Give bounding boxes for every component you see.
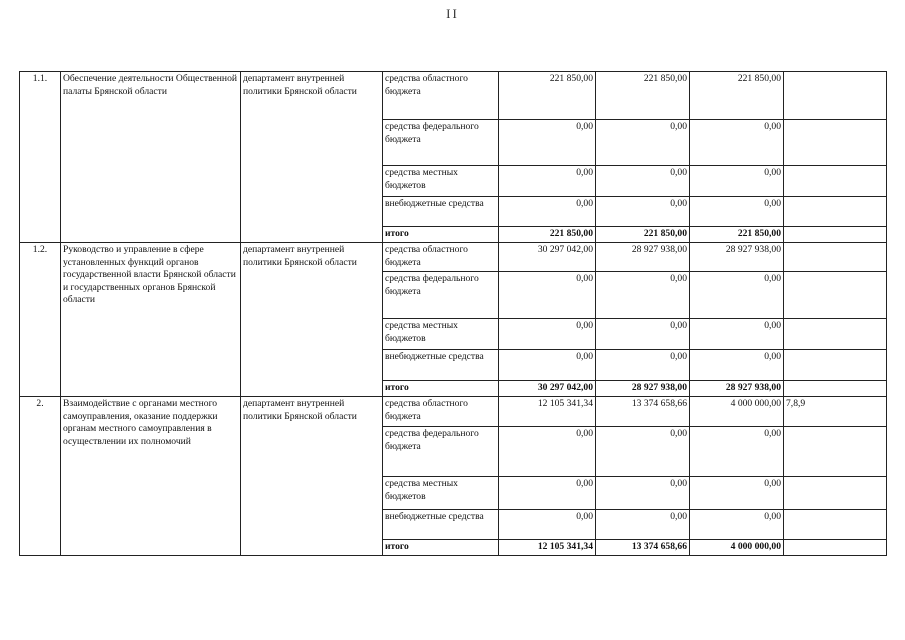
indicator-reference bbox=[784, 197, 887, 227]
indicator-reference: 7,8,9 bbox=[784, 397, 887, 427]
item-name: Руководство и управление в сфере установленных функций органов государственной власти Брянской области и государственных органов Брянской области bbox=[61, 243, 241, 397]
amount-year-1: 0,00 bbox=[499, 427, 596, 477]
amount-year-2: 0,00 bbox=[596, 197, 690, 227]
amount-year-2: 0,00 bbox=[596, 120, 690, 166]
indicator-reference bbox=[784, 227, 887, 243]
amount-year-3: 0,00 bbox=[690, 510, 784, 540]
amount-year-2: 28 927 938,00 bbox=[596, 381, 690, 397]
funding-source: внебюджетные средства bbox=[383, 510, 499, 540]
indicator-reference bbox=[784, 350, 887, 381]
amount-year-1: 0,00 bbox=[499, 166, 596, 197]
indicator-reference bbox=[784, 319, 887, 350]
table-row bbox=[20, 397, 887, 427]
amount-year-2: 0,00 bbox=[596, 272, 690, 319]
table-body bbox=[20, 72, 887, 556]
amount-year-2: 221 850,00 bbox=[596, 227, 690, 243]
amount-year-2: 0,00 bbox=[596, 350, 690, 381]
amount-year-3: 221 850,00 bbox=[690, 227, 784, 243]
item-executor: департамент внутренней политики Брянской области bbox=[241, 397, 383, 556]
funding-source: итого bbox=[383, 381, 499, 397]
funding-source: средства местных бюджетов bbox=[383, 319, 499, 350]
funding-source: средства федерального бюджета bbox=[383, 120, 499, 166]
amount-year-2: 28 927 938,00 bbox=[596, 243, 690, 272]
item-name: Взаимодействие с органами местного самоуправления, оказание поддержки органам местного самоуправления в осуществлении их полномочий bbox=[61, 397, 241, 556]
amount-year-1: 0,00 bbox=[499, 197, 596, 227]
amount-year-1: 221 850,00 bbox=[499, 72, 596, 120]
amount-year-3: 0,00 bbox=[690, 350, 784, 381]
page-number: II bbox=[446, 6, 459, 21]
indicator-reference bbox=[784, 120, 887, 166]
amount-year-1: 0,00 bbox=[499, 350, 596, 381]
amount-year-3: 0,00 bbox=[690, 166, 784, 197]
table-row bbox=[20, 72, 887, 120]
amount-year-1: 12 105 341,34 bbox=[499, 540, 596, 556]
amount-year-1: 0,00 bbox=[499, 272, 596, 319]
amount-year-3: 28 927 938,00 bbox=[690, 381, 784, 397]
item-name: Обеспечение деятельности Общественной палаты Брянской области bbox=[61, 72, 241, 243]
amount-year-3: 0,00 bbox=[690, 427, 784, 477]
indicator-reference bbox=[784, 381, 887, 397]
amount-year-1: 0,00 bbox=[499, 477, 596, 510]
amount-year-3: 0,00 bbox=[690, 319, 784, 350]
amount-year-2: 0,00 bbox=[596, 477, 690, 510]
funding-source: средства федерального бюджета bbox=[383, 272, 499, 319]
item-executor: департамент внутренней политики Брянской области bbox=[241, 243, 383, 397]
indicator-reference bbox=[784, 72, 887, 120]
indicator-reference bbox=[784, 243, 887, 272]
indicator-reference bbox=[784, 477, 887, 510]
indicator-reference bbox=[784, 272, 887, 319]
item-number: 1.1. bbox=[20, 72, 61, 243]
funding-source: средства местных бюджетов bbox=[383, 166, 499, 197]
item-number: 1.2. bbox=[20, 243, 61, 397]
funding-source: средства федерального бюджета bbox=[383, 427, 499, 477]
amount-year-1: 0,00 bbox=[499, 510, 596, 540]
amount-year-2: 13 374 658,66 bbox=[596, 397, 690, 427]
amount-year-1: 12 105 341,34 bbox=[499, 397, 596, 427]
amount-year-2: 0,00 bbox=[596, 319, 690, 350]
amount-year-3: 0,00 bbox=[690, 197, 784, 227]
amount-year-2: 0,00 bbox=[596, 427, 690, 477]
amount-year-3: 4 000 000,00 bbox=[690, 397, 784, 427]
amount-year-3: 0,00 bbox=[690, 477, 784, 510]
funding-source: итого bbox=[383, 227, 499, 243]
amount-year-1: 30 297 042,00 bbox=[499, 243, 596, 272]
amount-year-3: 221 850,00 bbox=[690, 72, 784, 120]
amount-year-1: 0,00 bbox=[499, 120, 596, 166]
item-executor: департамент внутренней политики Брянской области bbox=[241, 72, 383, 243]
amount-year-3: 4 000 000,00 bbox=[690, 540, 784, 556]
amount-year-3: 0,00 bbox=[690, 272, 784, 319]
funding-source: внебюджетные средства bbox=[383, 350, 499, 381]
funding-source: внебюджетные средства bbox=[383, 197, 499, 227]
funding-source: средства областного бюджета bbox=[383, 243, 499, 272]
indicator-reference bbox=[784, 510, 887, 540]
item-number: 2. bbox=[20, 397, 61, 556]
amount-year-2: 0,00 bbox=[596, 510, 690, 540]
funding-source: итого bbox=[383, 540, 499, 556]
funding-source: средства областного бюджета bbox=[383, 72, 499, 120]
indicator-reference bbox=[784, 166, 887, 197]
amount-year-1: 30 297 042,00 bbox=[499, 381, 596, 397]
amount-year-3: 28 927 938,00 bbox=[690, 243, 784, 272]
funding-source: средства областного бюджета bbox=[383, 397, 499, 427]
indicator-reference bbox=[784, 427, 887, 477]
indicator-reference bbox=[784, 540, 887, 556]
amount-year-2: 221 850,00 bbox=[596, 72, 690, 120]
amount-year-3: 0,00 bbox=[690, 120, 784, 166]
amount-year-1: 0,00 bbox=[499, 319, 596, 350]
table-row bbox=[20, 243, 887, 272]
budget-table bbox=[19, 71, 887, 556]
amount-year-2: 0,00 bbox=[596, 166, 690, 197]
funding-source: средства местных бюджетов bbox=[383, 477, 499, 510]
amount-year-2: 13 374 658,66 bbox=[596, 540, 690, 556]
amount-year-1: 221 850,00 bbox=[499, 227, 596, 243]
